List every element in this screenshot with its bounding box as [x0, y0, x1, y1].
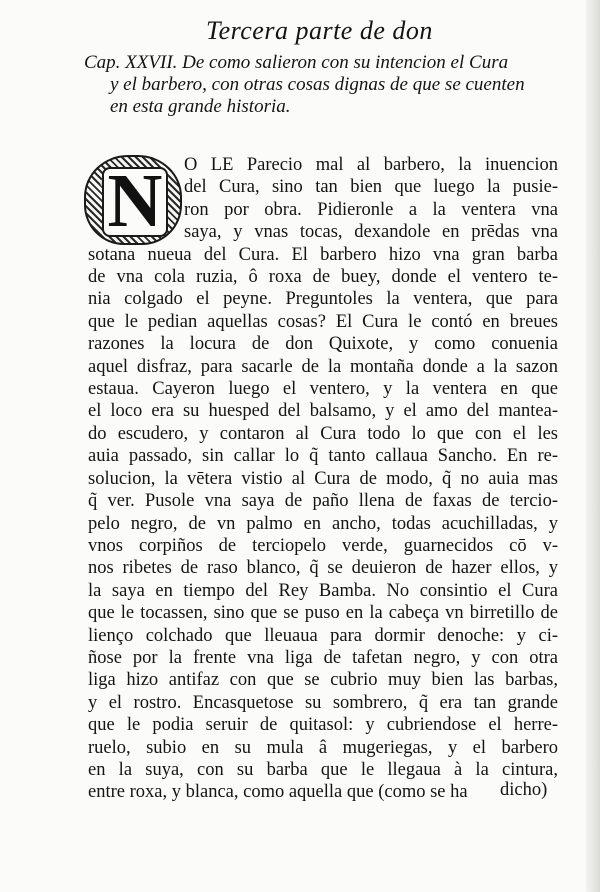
- text-line: do escudero, y contaron al Cura todo lo que con el les: [88, 423, 558, 444]
- text-line: pelo negro, de vn palmo en ancho, todas acuchilladas, y: [88, 513, 558, 534]
- running-head: Tercera parte de don: [206, 16, 433, 45]
- text-line: sotana nueua del Cura. El barbero hizo vna gran barba: [88, 244, 558, 265]
- catchword: dicho): [500, 780, 548, 800]
- text-line: la saya en tiempo del Rey Bamba. No consintio el Cura: [88, 580, 558, 601]
- chapter-heading-line: Cap. XXVII. De como salieron con su intencion el Cura: [84, 52, 509, 73]
- chapter-heading: [84, 52, 554, 118]
- text-line: y el rostro. Encasquetose su sombrero, q̃ era tan grande: [88, 692, 558, 713]
- chapter-heading-line: en esta grande historia.: [110, 96, 291, 117]
- text-line: estaua. Cayeron luego el ventero, y la ventera en que: [88, 379, 558, 400]
- text-line: O LE Parecio mal al barbero, la inuencion: [184, 155, 558, 175]
- text-line: del Cura, sino tan bien que luego la pusie-: [184, 177, 558, 198]
- text-line: que le pedian aquellas cosas? El Cura le contó en breues: [88, 311, 558, 332]
- body-text: [88, 154, 558, 804]
- text-line: aquel disfraz, para sacarle de la montaña donde a la sazon: [88, 356, 558, 377]
- text-line: ron por obra. Pidieronle a la ventera vna: [184, 199, 558, 220]
- text-line: auia passado, sin callar lo q̃ tanto callaua Sancho. En re-: [88, 446, 558, 467]
- text-line: q̃ ver. Pusole vna saya de paño llena de faxas de tercio-: [88, 491, 558, 512]
- page-edge-shadow: [586, 0, 600, 892]
- text-line: razones la locura de don Quixote, y como conuenia: [88, 334, 558, 355]
- text-line: liga hizo antifaz con que se cubrio muy bien las barbas,: [88, 670, 558, 691]
- text-line: lienço colchado que lleuaua para dormir denoche: y ci-: [88, 625, 558, 646]
- text-line: de vna cola ruzia, ô roxa de buey, donde el ventero te-: [88, 267, 558, 288]
- text-line: solucion, la vētera vistio al Cura de modo, q̃ no auia mas: [88, 468, 558, 489]
- drop-cap-letter: N: [107, 159, 163, 243]
- text-line: saya, y vnas tocas, dexandole en prēdas vna: [184, 222, 558, 243]
- text-line: que le tocassen, sino que se puso en la cabeça vn birretillo de: [88, 603, 558, 624]
- chapter-heading-line: y el barbero, con otras cosas dignas de que se cuenten: [110, 74, 525, 95]
- text-line: ruelo, subio en su mula â mugeriegas, y el barbero: [88, 737, 558, 758]
- text-line: nos ribetes de raso blanco, q̃ se deuieron de hazer ellos, y: [88, 558, 558, 579]
- text-line: en la suya, con su barba que le llegaua à la cintura,: [88, 759, 558, 780]
- text-line: vnos corpiños de terciopelo verde, guarnecidos cō v-: [88, 535, 558, 556]
- text-line: el loco era su huesped del balsamo, y el amo del mantea-: [88, 401, 558, 422]
- text-line: nia colgado el peyne. Preguntoles la ventera, que para: [88, 289, 558, 310]
- text-line: que le podia seruir de quitasol: y cubriendose el herre-: [88, 715, 558, 736]
- text-line: entre roxa, y blanca, como aquella que (como se ha: [88, 782, 468, 803]
- text-line: ñose por la frente vna liga de tafetan negro, y con otra: [88, 647, 558, 668]
